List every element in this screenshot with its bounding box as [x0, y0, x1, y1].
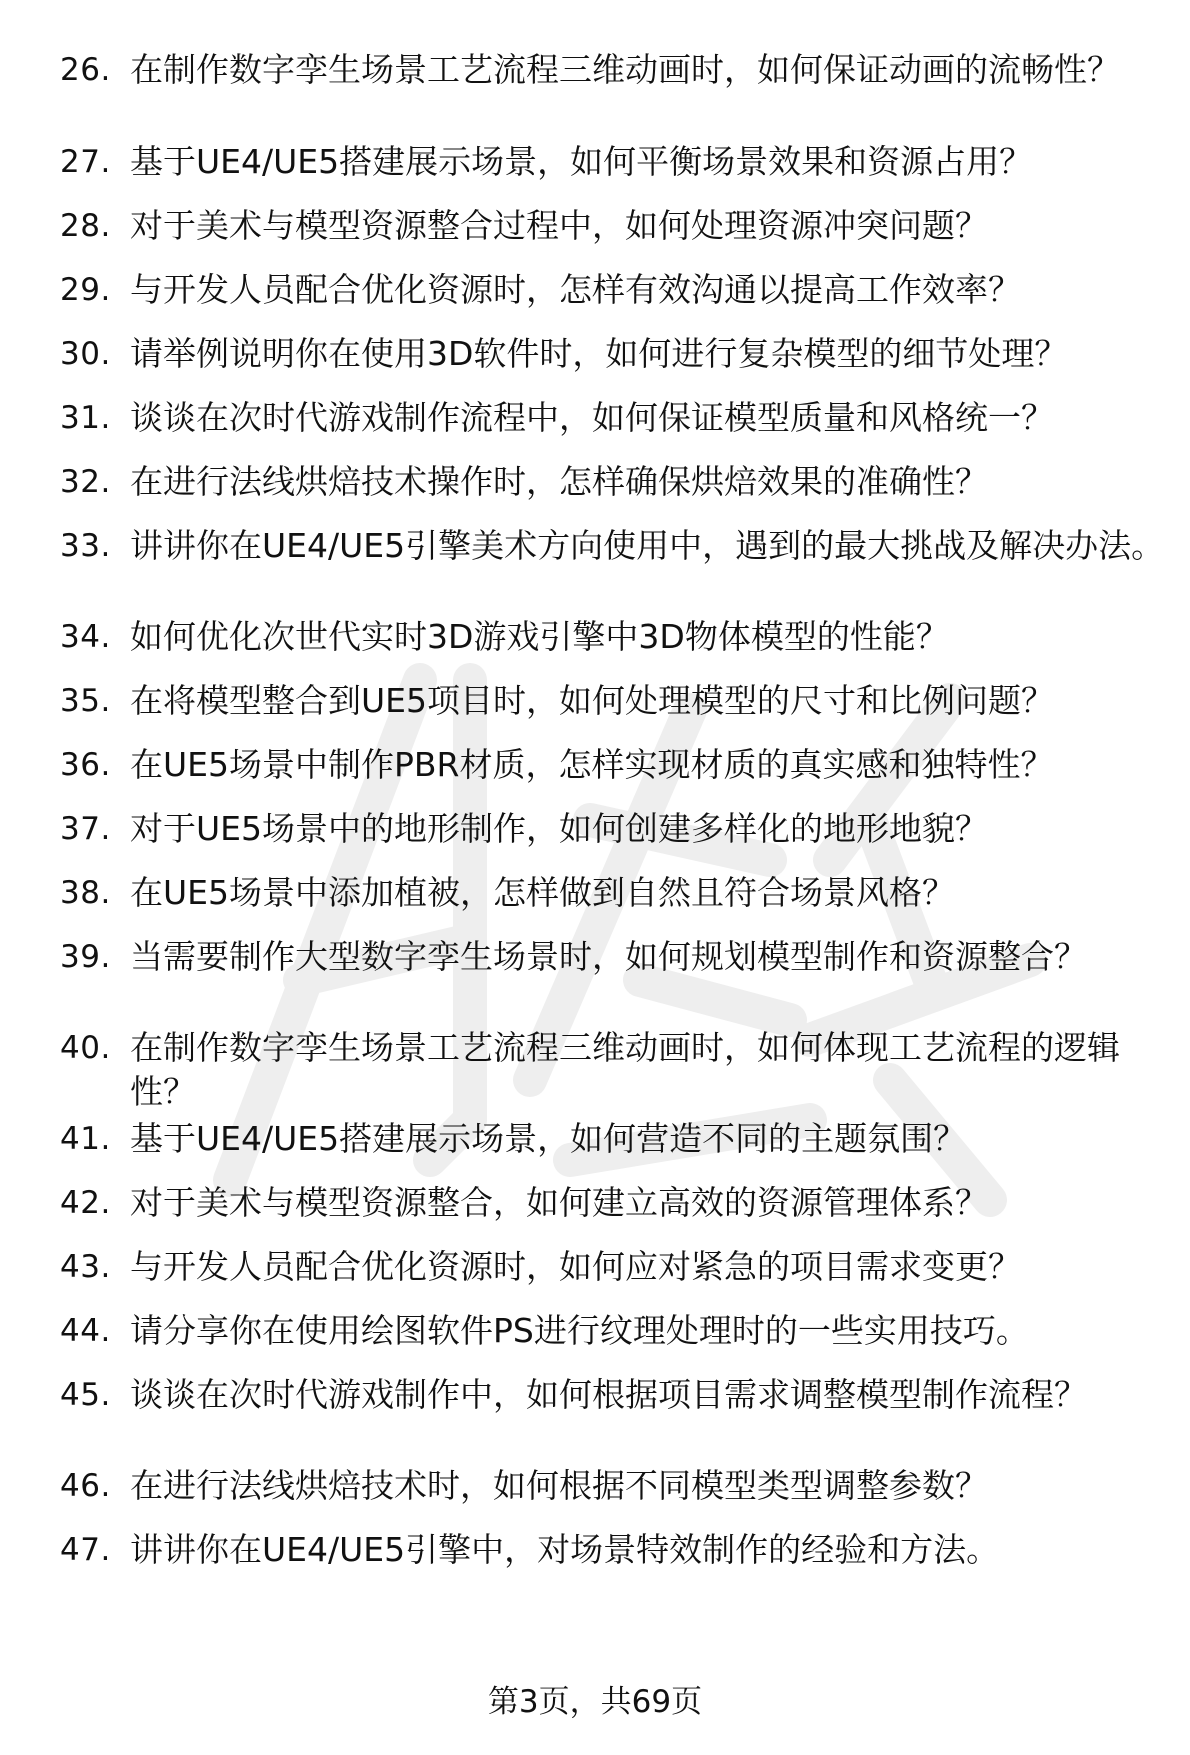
question-number: 47. [60, 1532, 111, 1568]
question-number: 44. [60, 1313, 111, 1349]
question-text: 在制作数字孪生场景工艺流程三维动画时，如何保证动画的流畅性？ [130, 50, 1120, 89]
question-number: 39. [60, 939, 111, 975]
question-text: 在UE5场景中添加植被，怎样做到自然且符合场景风格？ [130, 873, 955, 912]
question-number: 40. [60, 1030, 111, 1066]
question-text: 讲讲你在UE4/UE5引擎美术方向使用中，遇到的最大挑战及解决办法。 [130, 526, 1165, 565]
question-text: 对于美术与模型资源整合过程中，如何处理资源冲突问题？ [130, 206, 988, 245]
question-number: 32. [60, 464, 111, 500]
question-number: 45. [60, 1377, 111, 1413]
question-text: 与开发人员配合优化资源时，如何应对紧急的项目需求变更？ [130, 1247, 1021, 1286]
question-text: 基于UE4/UE5搭建展示场景，如何平衡场景效果和资源占用？ [130, 142, 1033, 181]
question-text: 在UE5场景中制作PBR材质，怎样实现材质的真实感和独特性？ [130, 745, 1054, 784]
question-number: 35. [60, 683, 111, 719]
question-number: 36. [60, 747, 111, 783]
question-text: 请举例说明你在使用3D软件时，如何进行复杂模型的细节处理？ [130, 334, 1068, 373]
question-text: 当需要制作大型数字孪生场景时，如何规划模型制作和资源整合？ [130, 937, 1087, 976]
question-number: 42. [60, 1185, 111, 1221]
question-number: 29. [60, 272, 111, 308]
question-number: 34. [60, 619, 111, 655]
question-text: 对于UE5场景中的地形制作，如何创建多样化的地形地貌？ [130, 809, 988, 848]
question-number: 38. [60, 875, 111, 911]
page-number-footer: 第3页，共69页 [487, 1684, 703, 1720]
question-text: 在将模型整合到UE5项目时，如何处理模型的尺寸和比例问题？ [130, 681, 1054, 720]
question-number: 41. [60, 1121, 111, 1157]
question-number: 28. [60, 208, 111, 244]
question-number: 43. [60, 1249, 111, 1285]
question-number: 26. [60, 52, 111, 88]
question-text: 如何优化次世代实时3D游戏引擎中3D物体模型的性能？ [130, 617, 949, 656]
question-text: 在制作数字孪生场景工艺流程三维动画时，如何体现工艺流程的逻辑性？ [130, 1028, 1120, 1111]
question-text: 基于UE4/UE5搭建展示场景，如何营造不同的主题氛围？ [130, 1119, 967, 1158]
question-number: 33. [60, 528, 111, 564]
question-text: 讲讲你在UE4/UE5引擎中，对场景特效制作的经验和方法。 [130, 1530, 1000, 1569]
question-text: 谈谈在次时代游戏制作流程中，如何保证模型质量和风格统一？ [130, 398, 1054, 437]
question-text: 对于美术与模型资源整合，如何建立高效的资源管理体系？ [130, 1183, 988, 1222]
question-text: 请分享你在使用绘图软件PS进行纹理处理时的一些实用技巧。 [130, 1311, 1029, 1350]
question-number: 46. [60, 1468, 111, 1504]
question-number: 37. [60, 811, 111, 847]
question-number: 30. [60, 336, 111, 372]
question-text: 与开发人员配合优化资源时，怎样有效沟通以提高工作效率？ [130, 270, 1021, 309]
question-text: 在进行法线烘焙技术时，如何根据不同模型类型调整参数？ [130, 1466, 988, 1505]
question-number: 27. [60, 144, 111, 180]
question-number: 31. [60, 400, 111, 436]
question-text: 在进行法线烘焙技术操作时，怎样确保烘焙效果的准确性？ [130, 462, 988, 501]
question-text: 谈谈在次时代游戏制作中，如何根据项目需求调整模型制作流程？ [130, 1375, 1087, 1414]
